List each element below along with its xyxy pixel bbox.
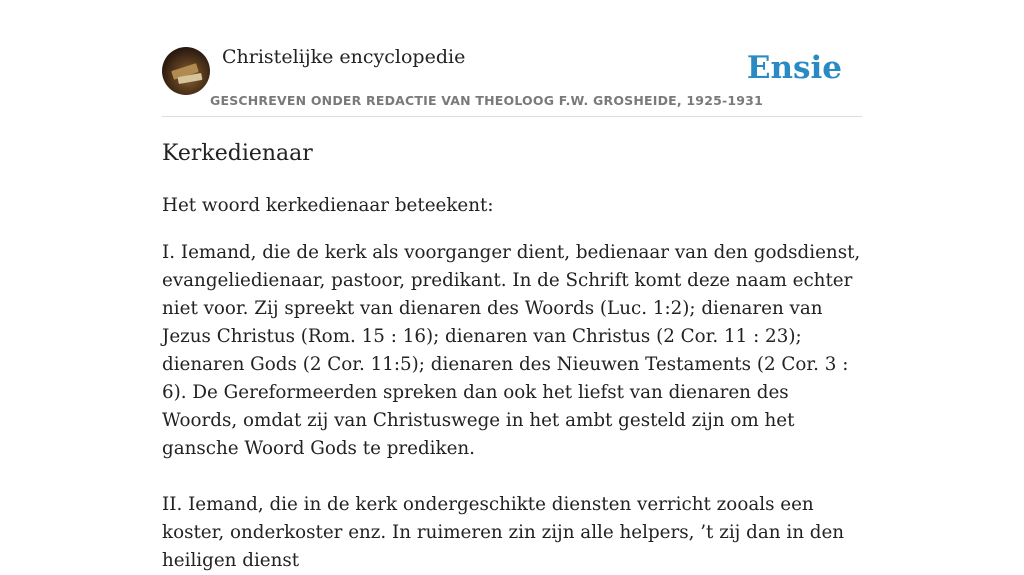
article-paragraph-1: I. Iemand, die de kerk als voorganger dient, bedienaar van den godsdienst, evangeliedienaar, pastoor, predikant. In de Schrift komt deze naam echter niet voor. Zij spreekt van dienaren des Woords (Luc. 1:2); dienaren van Jezus Christus (Rom. 15 : 16); dienaren van Christus (2 Cor. 11 : 23); dienaren Gods (2 Cor. 11:5); dienaren des Nieuwen Testaments (2 Cor. 3 : 6). De Gereformeerden spreken dan ook het liefst van dienaren des Woords, omdat zij van Christuswege in het ambt gesteld zijn om het gansche Woord Gods te prediken. bbox=[162, 242, 861, 459]
encyclopedia-avatar[interactable] bbox=[162, 47, 210, 95]
encyclopedia-subtitle: GESCHREVEN ONDER REDACTIE VAN THEOLOOG F.W. GROSHEIDE, 1925-1931 bbox=[210, 93, 763, 108]
site-header bbox=[162, 46, 862, 117]
encyclopedia-title[interactable]: Christelijke encyclopedie bbox=[222, 46, 466, 68]
article-title: Kerkedienaar bbox=[162, 141, 313, 166]
article-paragraph-2: II. Iemand, die in de kerk ondergeschikte diensten verricht zooals een koster, onderkoster enz. In ruimeren zin zijn alle helpers, ’t zij dan in den heiligen dienst bbox=[162, 494, 845, 571]
article-content bbox=[162, 138, 862, 575]
article-intro: Het woord kerkedienaar beteekent: bbox=[162, 195, 494, 216]
ensie-logo[interactable]: Ensie bbox=[746, 50, 842, 86]
